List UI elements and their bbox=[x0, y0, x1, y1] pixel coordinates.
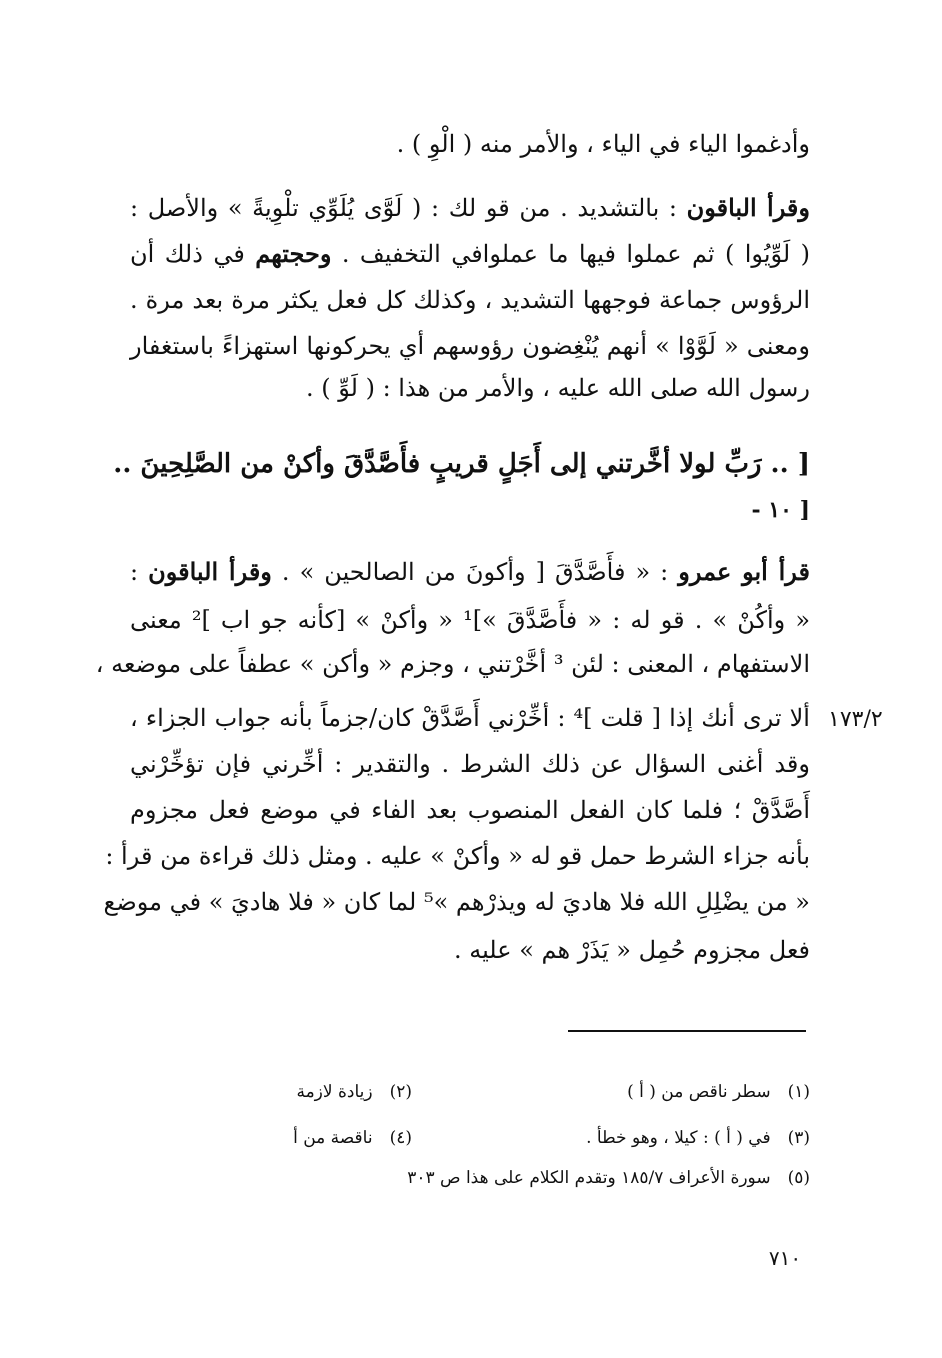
paragraph-line bbox=[95, 644, 810, 684]
footnote-number: (٣) bbox=[787, 1128, 810, 1148]
paragraph-line bbox=[130, 930, 810, 970]
text-span: في ذلك أن bbox=[130, 240, 245, 268]
footnote-text: سطر ناقص من ( أ ) bbox=[627, 1082, 771, 1102]
text-span: « وأكُنْ » . قو له : « فأَصَّدَّقَ »]¹ « وأكنْ » [كأنه جو اب ]² معنى bbox=[130, 606, 811, 634]
paragraph-line bbox=[105, 836, 810, 876]
reading-label: وقرأ الباقون bbox=[148, 557, 272, 586]
text-span: بأنه جزاء الشرط حمل قو له « وأكنْ » عليه . ومثل ذلك قراءة من قرأ : bbox=[105, 842, 810, 870]
text-span: : bbox=[130, 558, 139, 586]
text-span: ألا ترى أنك إذا [ قلت ]⁴ : أخِّرْني أَصَّدَّقْ كان/جزماً بأنه جواب الجزاء ، bbox=[130, 704, 810, 732]
footnote-text: زيادة لازمة bbox=[296, 1082, 373, 1102]
paragraph-line bbox=[103, 882, 810, 922]
paragraph-line bbox=[130, 368, 810, 408]
footnote-number: (٥) bbox=[787, 1168, 810, 1188]
paragraph-line bbox=[130, 744, 810, 784]
paragraph-line bbox=[130, 698, 810, 738]
text-span: الرؤوس جماعة فوجهها التشديد ، وكذلك كل فعل يكثر مرة بعد مرة . bbox=[130, 286, 810, 314]
reading-label: قرأ أبو عمرو bbox=[678, 557, 810, 586]
text-span: وقد أغنى السؤال عن ذلك الشرط . والتقدير : أخِّرني فإن تؤخِّرْني bbox=[130, 750, 810, 778]
page-number: ٧١٠ bbox=[768, 1246, 802, 1270]
text-span: الاستفهام ، المعنى : لئن ³ أخَّرْتني ، وجزم « وأكن » عطفاً على موضعه ، bbox=[95, 650, 810, 678]
footnote-text: ناقصة من أ bbox=[293, 1128, 373, 1148]
verse-number-line: [ ١٠ - bbox=[751, 497, 810, 523]
paragraph-line bbox=[130, 188, 810, 228]
paragraph-line bbox=[130, 790, 810, 830]
text-span: وأدغموا الياء في الياء ، والأمر منه ( الْوِ ) . bbox=[396, 130, 810, 158]
footnote bbox=[407, 1164, 810, 1192]
footnote-number: (٤) bbox=[389, 1128, 412, 1148]
footnote-number: (١) bbox=[787, 1082, 810, 1102]
footnote-divider bbox=[568, 1030, 806, 1032]
text-span: فعل مجزوم حُمِل « يَذَرْ هم » عليه . bbox=[453, 936, 810, 964]
quran-verse-line: [ .. رَبِّ لولا أخَّرتني إلى أَجَلٍ قريبٍ فأَصَّدَّقَ وأكنْ من الصَّلِحِينَ .. bbox=[113, 449, 810, 479]
paragraph-line bbox=[130, 600, 810, 640]
text-span: : « فأَصَّدَّقَ [ وأكونَ من الصالحين » . bbox=[281, 558, 669, 586]
footnote bbox=[586, 1124, 810, 1152]
text-span: : بالتشديد . من قو لك : ( لَوَّى يُلَوِّي تلْوِيةً » والأصل : bbox=[130, 194, 677, 222]
text-span: أَصَّدَّقْ ؛ فلما كان الفعل المنصوب بعد الفاء في موضع فعل مجزوم bbox=[130, 796, 811, 824]
reading-label: وقرأ الباقون bbox=[686, 193, 810, 222]
paragraph-line bbox=[130, 234, 810, 274]
footnote bbox=[293, 1124, 412, 1152]
text-span: ومعنى « لَوَّوْا » أنهم يُنْغِضون رؤوسهم أي يحركونها استهزاءً باستغفار bbox=[130, 332, 810, 360]
margin-reference: ١٧٣/٢ bbox=[828, 707, 883, 732]
paragraph-line bbox=[130, 326, 810, 366]
footnote bbox=[627, 1078, 810, 1106]
footnote-number: (٢) bbox=[389, 1082, 412, 1102]
paragraph-line bbox=[130, 124, 810, 164]
argument-label: وحجتهم bbox=[255, 239, 332, 268]
text-span: رسول الله صلى الله عليه ، والأمر من هذا : ( لَوِّ ) . bbox=[306, 374, 810, 402]
text-span: « من يضْلِلِ الله فلا هاديَ له ويذرْهم »⁵ لما كان « فلا هاديَ » في موضع bbox=[103, 888, 810, 916]
paragraph-line bbox=[130, 552, 810, 592]
footnote-text: سورة الأعراف ١٨٥/٧ وتقدم الكلام على هذا ص ٣٠٣ bbox=[407, 1168, 771, 1188]
footnote-text: في ( أ ) : كيلا ، وهو خطأ . bbox=[586, 1128, 771, 1148]
footnote bbox=[296, 1078, 412, 1106]
text-span: ( لَوِّيُوا ) ثم عملوا فيها ما عملوافي التخفيف . bbox=[341, 240, 810, 268]
paragraph-line bbox=[130, 280, 810, 320]
